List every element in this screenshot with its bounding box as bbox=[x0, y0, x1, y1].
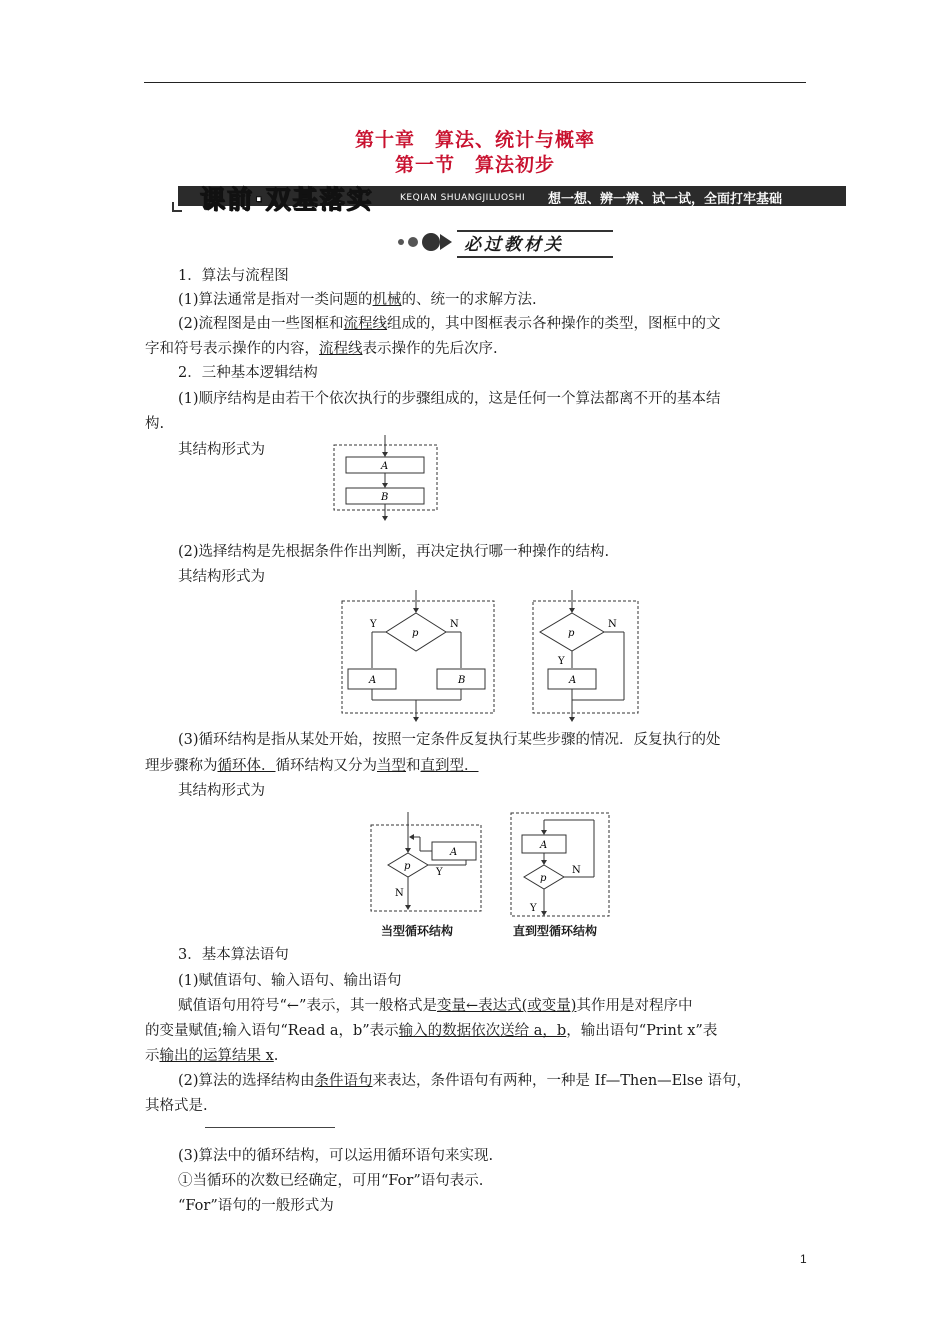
svg-text:A: A bbox=[381, 461, 389, 472]
banner-pinyin: KEQIAN SHUANGJILUOSHI bbox=[400, 193, 526, 203]
section-banner bbox=[178, 182, 846, 214]
svg-text:N: N bbox=[395, 888, 404, 899]
caption-while-loop: 当型循环结构 bbox=[381, 924, 454, 938]
paragraph: (3)算法中的循环结构，可以运用循环语句来实现. bbox=[178, 1148, 494, 1164]
svg-text:N: N bbox=[450, 619, 459, 630]
while-loop-diagram bbox=[368, 812, 484, 916]
paragraph: 其结构形式为 bbox=[178, 783, 265, 799]
selection-structure-diagram-one-branch bbox=[530, 590, 642, 726]
paragraph: 理步骤称为循环体．循环结构又分为当型和直到型． bbox=[145, 758, 479, 774]
dot-icon bbox=[408, 237, 418, 247]
paragraph: 示输出的运算结果 x. bbox=[145, 1048, 279, 1064]
paragraph: (2)流程图是由一些图框和流程线组成的，其中图框表示各种操作的类型，图框中的文 bbox=[178, 316, 721, 332]
heading-1: 1．算法与流程图 bbox=[178, 268, 289, 284]
blank-line bbox=[205, 1127, 335, 1128]
heading-2: 2．三种基本逻辑结构 bbox=[178, 365, 318, 381]
svg-text:p: p bbox=[404, 861, 411, 872]
paragraph: ①当循环的次数已经确定，可用“For”语句表示. bbox=[178, 1173, 484, 1189]
banner-corner-decoration bbox=[172, 202, 182, 212]
svg-text:A: A bbox=[540, 840, 548, 851]
dot-icon bbox=[398, 239, 404, 245]
paragraph: 其格式是. bbox=[145, 1098, 208, 1114]
sequence-structure-diagram bbox=[330, 435, 442, 525]
circle-icon bbox=[422, 233, 440, 251]
subheading-label: 必过教材关 bbox=[464, 235, 564, 255]
paragraph: (1)算法通常是指对一类问题的机械的、统一的求解方法. bbox=[178, 292, 537, 308]
paragraph: (2)选择结构是先根据条件作出判断，再决定执行哪一种操作的结构. bbox=[178, 544, 610, 560]
paragraph: 其结构形式为 bbox=[178, 569, 265, 585]
paragraph: “For”语句的一般形式为 bbox=[178, 1198, 334, 1214]
svg-text:Y: Y bbox=[530, 903, 537, 914]
banner-main-text: 课前·双基落实 bbox=[200, 185, 374, 214]
paragraph: 字和符号表示操作的内容，流程线表示操作的先后次序. bbox=[145, 341, 498, 357]
svg-text:Y: Y bbox=[558, 656, 565, 667]
svg-text:p: p bbox=[568, 628, 575, 639]
chapter-title: 第十章 算法、统计与概率 bbox=[354, 129, 595, 151]
svg-text:N: N bbox=[572, 865, 581, 876]
caption-until-loop: 直到型循环结构 bbox=[513, 924, 598, 938]
svg-text:A: A bbox=[450, 847, 458, 858]
banner-slogan: 想一想、辨一辨、试一试，全面打牢基础 bbox=[548, 192, 783, 207]
subheading bbox=[380, 230, 620, 254]
arrow-right-icon bbox=[440, 234, 452, 250]
svg-text:p: p bbox=[540, 873, 547, 884]
page-number: 1 bbox=[800, 1252, 807, 1266]
svg-text:B: B bbox=[381, 492, 389, 503]
section-title: 第一节 算法初步 bbox=[394, 154, 555, 176]
svg-text:B: B bbox=[458, 675, 466, 686]
svg-text:Y: Y bbox=[436, 867, 443, 878]
svg-text:Y: Y bbox=[370, 619, 377, 630]
paragraph: (1)赋值语句、输入语句、输出语句 bbox=[178, 973, 402, 989]
until-loop-diagram bbox=[508, 810, 612, 922]
heading-3: 3．基本算法语句 bbox=[178, 947, 289, 963]
svg-text:p: p bbox=[412, 628, 419, 639]
paragraph: 赋值语句用符号“←”表示，其一般格式是变量←表达式(或变量)其作用是对程序中 bbox=[178, 998, 693, 1014]
top-rule bbox=[144, 82, 806, 83]
svg-text:N: N bbox=[608, 619, 617, 630]
paragraph: (2)算法的选择结构由条件语句来表达，条件语句有两种，一种是 If—Then—Else 语句， bbox=[178, 1073, 752, 1089]
svg-text:A: A bbox=[569, 675, 577, 686]
paragraph: (1)顺序结构是由若干个依次执行的步骤组成的，这是任何一个算法都离不开的基本结 bbox=[178, 391, 721, 407]
svg-text:A: A bbox=[369, 675, 377, 686]
paragraph: (3)循环结构是指从某处开始，按照一定条件反复执行某些步骤的情况．反复执行的处 bbox=[178, 732, 721, 748]
paragraph: 构. bbox=[145, 416, 165, 432]
selection-structure-diagram-two-branch bbox=[338, 590, 498, 726]
paragraph: 其结构形式为 bbox=[178, 442, 265, 458]
paragraph: 的变量赋值;输入语句“Read a，b”表示输入的数据依次送给 a，b，输出语句“Print x”表 bbox=[145, 1023, 718, 1039]
